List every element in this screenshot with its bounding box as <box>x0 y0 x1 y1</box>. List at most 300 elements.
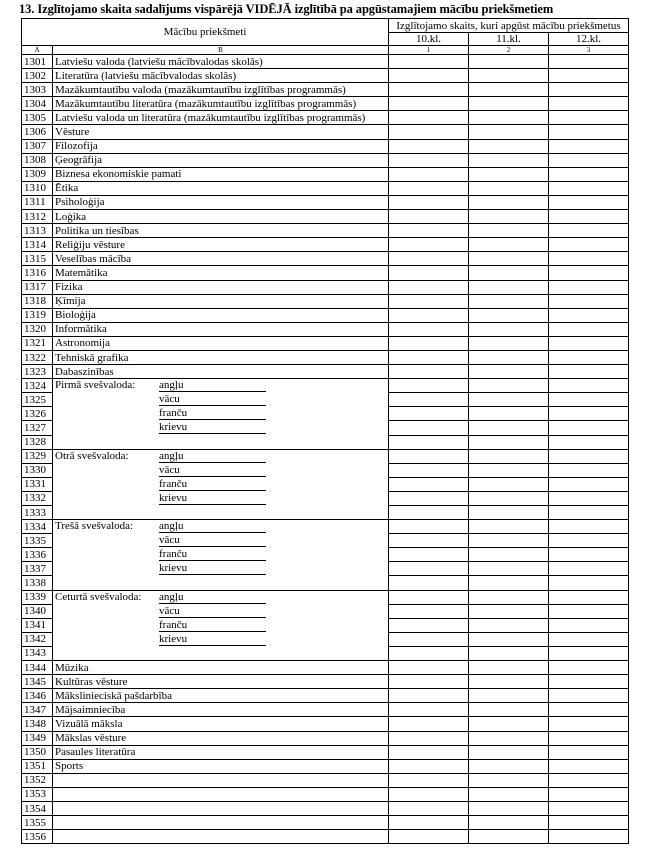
count-cell[interactable] <box>389 421 469 435</box>
subject-column-header: Mācību priekšmeti <box>22 19 389 46</box>
language-wrap <box>55 605 388 618</box>
row-code: 1332 <box>22 491 53 505</box>
count-cell[interactable] <box>389 717 469 731</box>
row-code: 1328 <box>22 435 53 449</box>
language-wrap <box>55 506 388 519</box>
count-cell[interactable] <box>389 661 469 675</box>
table-row <box>22 449 629 463</box>
row-code: 1351 <box>22 759 53 773</box>
row-code: 1310 <box>22 181 53 195</box>
count-cell[interactable] <box>469 153 549 167</box>
subject-name: Biznesa ekonomiskie pamati <box>53 167 389 181</box>
language-cell <box>53 632 389 646</box>
subject-name: Vizuālā māksla <box>53 717 389 731</box>
row-code: 1353 <box>22 787 53 801</box>
count-cell[interactable] <box>469 238 549 252</box>
count-cell[interactable] <box>389 646 469 660</box>
count-cell[interactable] <box>469 336 549 350</box>
count-cell[interactable] <box>389 830 469 844</box>
count-cell[interactable] <box>389 69 469 83</box>
row-code: 1312 <box>22 210 53 224</box>
count-cell[interactable] <box>469 224 549 238</box>
table-row <box>22 280 629 294</box>
table-row <box>22 435 629 449</box>
count-cell[interactable] <box>469 181 549 195</box>
count-cell[interactable] <box>549 618 629 632</box>
count-cell[interactable] <box>389 195 469 209</box>
count-cell[interactable] <box>549 97 629 111</box>
subject-name: Literatūra (latviešu mācībvalodas skolās) <box>53 69 389 83</box>
language-name: vācu <box>159 464 266 477</box>
language-cell <box>53 548 389 562</box>
count-cell[interactable] <box>549 590 629 604</box>
count-cell[interactable] <box>549 69 629 83</box>
count-cell[interactable] <box>469 322 549 336</box>
count-cell[interactable] <box>549 463 629 477</box>
count-cell[interactable] <box>469 350 549 364</box>
table-row <box>22 816 629 830</box>
count-cell[interactable] <box>549 632 629 646</box>
language-group-label: Pirmā svešvaloda: <box>55 379 136 392</box>
row-code: 1314 <box>22 238 53 252</box>
subject-name: Pasaules literatūra <box>53 745 389 759</box>
count-cell[interactable] <box>389 167 469 181</box>
count-cell[interactable] <box>469 520 549 534</box>
table-row <box>22 759 629 773</box>
count-cell[interactable] <box>389 393 469 407</box>
count-cell[interactable] <box>469 801 549 815</box>
row-code: 1350 <box>22 745 53 759</box>
count-cell[interactable] <box>469 393 549 407</box>
language-wrap <box>55 534 388 547</box>
column-number-1: 1 <box>389 46 469 55</box>
table-row <box>22 703 629 717</box>
count-cell[interactable] <box>469 97 549 111</box>
count-cell[interactable] <box>389 280 469 294</box>
count-cell[interactable] <box>549 717 629 731</box>
count-cell[interactable] <box>389 125 469 139</box>
table-row <box>22 773 629 787</box>
count-cell[interactable] <box>389 675 469 689</box>
count-cell[interactable] <box>469 759 549 773</box>
row-code: 1339 <box>22 590 53 604</box>
language-wrap <box>55 450 388 463</box>
subject-name: Veselības mācība <box>53 252 389 266</box>
language-cell <box>53 562 389 576</box>
count-cell[interactable] <box>549 393 629 407</box>
language-wrap <box>55 633 388 646</box>
count-cell[interactable] <box>549 562 629 576</box>
count-cell[interactable] <box>469 308 549 322</box>
subject-name: Vēsture <box>53 125 389 139</box>
row-code: 1325 <box>22 393 53 407</box>
count-cell[interactable] <box>549 646 629 660</box>
count-cell[interactable] <box>549 336 629 350</box>
count-cell[interactable] <box>389 506 469 520</box>
count-cell[interactable] <box>549 421 629 435</box>
row-code: 1347 <box>22 703 53 717</box>
subject-name: Fizika <box>53 280 389 294</box>
table-row <box>22 153 629 167</box>
count-cell[interactable] <box>469 449 549 463</box>
count-cell[interactable] <box>389 477 469 491</box>
row-code: 1318 <box>22 294 53 308</box>
table-row <box>22 210 629 224</box>
count-cell[interactable] <box>549 111 629 125</box>
count-cell[interactable] <box>469 421 549 435</box>
count-cell[interactable] <box>469 477 549 491</box>
count-cell[interactable] <box>549 280 629 294</box>
count-cell[interactable] <box>469 576 549 590</box>
row-code: 1304 <box>22 97 53 111</box>
count-cell[interactable] <box>469 717 549 731</box>
count-cell[interactable] <box>389 97 469 111</box>
subject-name: Mākslinieciskā pašdarbība <box>53 689 389 703</box>
count-cell[interactable] <box>469 787 549 801</box>
count-cell[interactable] <box>389 139 469 153</box>
count-cell[interactable] <box>549 181 629 195</box>
language-name: vācu <box>159 534 266 547</box>
count-cell[interactable] <box>549 55 629 69</box>
count-cell[interactable] <box>549 210 629 224</box>
count-cell[interactable] <box>469 195 549 209</box>
count-cell[interactable] <box>549 308 629 322</box>
count-cell[interactable] <box>389 801 469 815</box>
language-wrap <box>55 619 388 632</box>
count-cell[interactable] <box>549 407 629 421</box>
count-cell[interactable] <box>469 210 549 224</box>
column-number-3: 3 <box>549 46 629 55</box>
count-cell[interactable] <box>469 604 549 618</box>
count-cell[interactable] <box>389 618 469 632</box>
count-cell[interactable] <box>549 520 629 534</box>
row-code: 1338 <box>22 576 53 590</box>
count-cell[interactable] <box>389 632 469 646</box>
count-cell[interactable] <box>469 618 549 632</box>
count-cell[interactable] <box>389 111 469 125</box>
count-cell[interactable] <box>469 407 549 421</box>
table-row <box>22 675 629 689</box>
column-number-2: 2 <box>469 46 549 55</box>
subject-name: Psiholoģija <box>53 195 389 209</box>
count-cell[interactable] <box>549 576 629 590</box>
grade-12-header: 12.kl. <box>549 33 629 46</box>
count-cell[interactable] <box>469 463 549 477</box>
count-cell[interactable] <box>389 407 469 421</box>
count-cell[interactable] <box>469 632 549 646</box>
count-cell[interactable] <box>469 294 549 308</box>
count-cell[interactable] <box>469 745 549 759</box>
count-cell[interactable] <box>389 534 469 548</box>
subject-name: Latviešu valoda un literatūra (mazākumtautību izglītības programmās) <box>53 111 389 125</box>
count-cell[interactable] <box>549 379 629 393</box>
count-cell[interactable] <box>389 463 469 477</box>
count-cell[interactable] <box>549 252 629 266</box>
count-cell[interactable] <box>389 520 469 534</box>
row-code: 1319 <box>22 308 53 322</box>
count-cell[interactable] <box>389 379 469 393</box>
row-code: 1303 <box>22 83 53 97</box>
subject-name: Latviešu valoda (latviešu mācībvalodas skolās) <box>53 55 389 69</box>
count-cell[interactable] <box>389 731 469 745</box>
count-cell[interactable] <box>389 590 469 604</box>
count-cell[interactable] <box>549 787 629 801</box>
count-cell[interactable] <box>549 83 629 97</box>
subject-name <box>53 773 389 787</box>
count-cell[interactable] <box>469 661 549 675</box>
count-cell[interactable] <box>389 210 469 224</box>
count-cell[interactable] <box>389 350 469 364</box>
count-cell[interactable] <box>469 280 549 294</box>
count-cell[interactable] <box>389 55 469 69</box>
row-code: 1301 <box>22 55 53 69</box>
row-code: 1317 <box>22 280 53 294</box>
count-cell[interactable] <box>549 153 629 167</box>
count-cell[interactable] <box>469 731 549 745</box>
subject-name: Loģika <box>53 210 389 224</box>
count-cell[interactable] <box>549 167 629 181</box>
count-cell[interactable] <box>469 534 549 548</box>
table-row <box>22 632 629 646</box>
count-column-header: Izglītojamo skaits, kuri apgūst mācību priekšmetus <box>389 19 629 33</box>
count-cell[interactable] <box>389 83 469 97</box>
language-wrap <box>55 464 388 477</box>
language-wrap <box>55 379 388 392</box>
language-name: franču <box>159 478 266 491</box>
subject-name: Politika un tiesības <box>53 224 389 238</box>
count-cell[interactable] <box>389 689 469 703</box>
language-wrap <box>55 393 388 406</box>
count-cell[interactable] <box>389 336 469 350</box>
count-cell[interactable] <box>389 703 469 717</box>
table-row <box>22 562 629 576</box>
count-cell[interactable] <box>469 167 549 181</box>
count-cell[interactable] <box>469 689 549 703</box>
count-cell[interactable] <box>549 491 629 505</box>
language-name: krievu <box>159 421 266 434</box>
count-cell[interactable] <box>389 562 469 576</box>
count-cell[interactable] <box>469 365 549 379</box>
count-cell[interactable] <box>549 759 629 773</box>
count-cell[interactable] <box>389 181 469 195</box>
count-cell[interactable] <box>549 365 629 379</box>
table-row <box>22 83 629 97</box>
count-cell[interactable] <box>469 506 549 520</box>
count-cell[interactable] <box>389 449 469 463</box>
count-cell[interactable] <box>549 830 629 844</box>
table-row <box>22 379 629 393</box>
subject-name: Reliģiju vēsture <box>53 238 389 252</box>
count-cell[interactable] <box>549 125 629 139</box>
count-cell[interactable] <box>549 195 629 209</box>
row-code: 1316 <box>22 266 53 280</box>
table-row <box>22 167 629 181</box>
row-code: 1355 <box>22 816 53 830</box>
language-name: vācu <box>159 393 266 406</box>
count-cell[interactable] <box>469 675 549 689</box>
count-cell[interactable] <box>389 759 469 773</box>
count-cell[interactable] <box>469 816 549 830</box>
language-name: angļu <box>159 591 266 604</box>
count-cell[interactable] <box>389 238 469 252</box>
count-cell[interactable] <box>469 139 549 153</box>
count-cell[interactable] <box>389 787 469 801</box>
table-row <box>22 350 629 364</box>
count-cell[interactable] <box>389 266 469 280</box>
count-cell[interactable] <box>469 266 549 280</box>
grade-11-header: 11.kl. <box>469 33 549 46</box>
table-row <box>22 506 629 520</box>
table-row <box>22 97 629 111</box>
language-group-label: Ceturtā svešvaloda: <box>55 590 142 603</box>
count-cell[interactable] <box>469 69 549 83</box>
language-cell <box>53 491 389 505</box>
count-cell[interactable] <box>389 604 469 618</box>
language-wrap <box>55 435 388 448</box>
subject-name: Mazākumtautību valoda (mazākumtautību izglītības programmās) <box>53 83 389 97</box>
row-code: 1340 <box>22 604 53 618</box>
count-cell[interactable] <box>389 773 469 787</box>
language-name: franču <box>159 407 266 420</box>
table-row <box>22 745 629 759</box>
column-letter-b: B <box>53 46 389 55</box>
row-code: 1327 <box>22 421 53 435</box>
table-row <box>22 55 629 69</box>
table-row <box>22 661 629 675</box>
count-cell[interactable] <box>549 548 629 562</box>
count-cell[interactable] <box>549 238 629 252</box>
row-code: 1307 <box>22 139 53 153</box>
row-code: 1324 <box>22 379 53 393</box>
language-wrap <box>55 548 388 561</box>
table-row <box>22 336 629 350</box>
language-cell <box>53 407 389 421</box>
count-cell[interactable] <box>549 449 629 463</box>
count-cell[interactable] <box>549 816 629 830</box>
table-row <box>22 252 629 266</box>
count-cell[interactable] <box>549 224 629 238</box>
table-row <box>22 491 629 505</box>
table-row <box>22 421 629 435</box>
count-cell[interactable] <box>469 491 549 505</box>
table-row <box>22 576 629 590</box>
count-cell[interactable] <box>549 534 629 548</box>
count-cell[interactable] <box>469 773 549 787</box>
count-cell[interactable] <box>469 562 549 576</box>
count-cell[interactable] <box>469 379 549 393</box>
language-wrap <box>55 492 388 505</box>
language-name: franču <box>159 548 266 561</box>
count-cell[interactable] <box>389 322 469 336</box>
count-cell[interactable] <box>549 139 629 153</box>
row-code: 1322 <box>22 350 53 364</box>
count-cell[interactable] <box>389 153 469 167</box>
subject-name: Sports <box>53 759 389 773</box>
count-cell[interactable] <box>469 252 549 266</box>
count-cell[interactable] <box>389 252 469 266</box>
row-code: 1309 <box>22 167 53 181</box>
count-cell[interactable] <box>389 365 469 379</box>
count-cell[interactable] <box>549 703 629 717</box>
count-cell[interactable] <box>549 350 629 364</box>
count-cell[interactable] <box>469 55 549 69</box>
count-cell[interactable] <box>469 83 549 97</box>
count-cell[interactable] <box>549 675 629 689</box>
count-cell[interactable] <box>389 816 469 830</box>
table-row <box>22 787 629 801</box>
count-cell[interactable] <box>389 548 469 562</box>
table-row <box>22 548 629 562</box>
language-wrap <box>55 576 388 589</box>
count-cell[interactable] <box>389 576 469 590</box>
count-cell[interactable] <box>469 435 549 449</box>
count-cell[interactable] <box>549 435 629 449</box>
language-name: angļu <box>159 520 266 533</box>
table-row <box>22 477 629 491</box>
language-cell <box>53 576 389 590</box>
count-cell[interactable] <box>389 308 469 322</box>
row-code: 1334 <box>22 520 53 534</box>
count-cell[interactable] <box>549 661 629 675</box>
count-cell[interactable] <box>549 689 629 703</box>
count-cell[interactable] <box>549 604 629 618</box>
subject-name: Filozofija <box>53 139 389 153</box>
count-cell[interactable] <box>549 506 629 520</box>
language-wrap <box>55 421 388 434</box>
table-row <box>22 604 629 618</box>
language-name: krievu <box>159 492 266 505</box>
row-code: 1336 <box>22 548 53 562</box>
count-cell[interactable] <box>549 477 629 491</box>
count-cell[interactable] <box>549 773 629 787</box>
row-code: 1337 <box>22 562 53 576</box>
count-cell[interactable] <box>389 435 469 449</box>
count-cell[interactable] <box>389 294 469 308</box>
count-cell[interactable] <box>469 703 549 717</box>
count-cell[interactable] <box>389 491 469 505</box>
count-cell[interactable] <box>389 224 469 238</box>
table-row <box>22 590 629 604</box>
language-cell <box>53 421 389 435</box>
row-code: 1356 <box>22 830 53 844</box>
count-cell[interactable] <box>469 646 549 660</box>
count-cell[interactable] <box>469 548 549 562</box>
row-code: 1329 <box>22 449 53 463</box>
subject-name: Ķīmija <box>53 294 389 308</box>
count-cell[interactable] <box>549 801 629 815</box>
count-cell[interactable] <box>469 125 549 139</box>
count-cell[interactable] <box>389 745 469 759</box>
count-cell[interactable] <box>469 590 549 604</box>
table-row <box>22 731 629 745</box>
count-cell[interactable] <box>469 830 549 844</box>
subject-name <box>53 830 389 844</box>
count-cell[interactable] <box>549 745 629 759</box>
subject-name: Informātika <box>53 322 389 336</box>
row-code: 1348 <box>22 717 53 731</box>
table-row <box>22 520 629 534</box>
count-cell[interactable] <box>549 731 629 745</box>
table-title: 13. Izglītojamo skaita sadalījums vispārējā VIDĒJĀ izglītībā pa apgūstamajiem mācību priekšmetiem <box>19 2 554 16</box>
row-code: 1331 <box>22 477 53 491</box>
row-code: 1333 <box>22 506 53 520</box>
count-cell[interactable] <box>549 266 629 280</box>
table-row <box>22 224 629 238</box>
count-cell[interactable] <box>549 322 629 336</box>
count-cell[interactable] <box>469 111 549 125</box>
count-cell[interactable] <box>549 294 629 308</box>
row-code: 1335 <box>22 534 53 548</box>
